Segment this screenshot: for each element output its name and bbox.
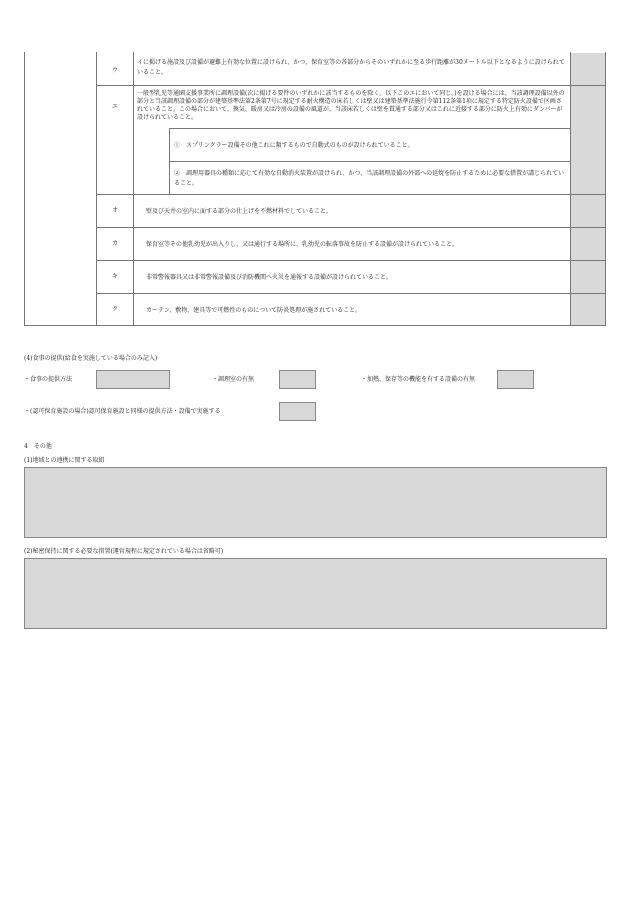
heating-label: ・加熱、保存等の機能を有する設備の有無 <box>361 376 476 383</box>
meal-method-field[interactable] <box>96 370 170 389</box>
row-text-e: 一般型乳児等通園支援事業所に調理設備(次に掲げる要件のいずれかに該当するものを除く。以下このエにおいて同じ。)を設ける場合には、当該調理設備以外の部分と当該調理設備の部分が建築基準法第2条第7号に規定する耐火構造の床若しくは壁又は建築基準法施行令第112条第1項に規定する特定防火設備で区画されていること。この場合において、換気、暖房又は冷房の設備の風道が、当該床若しくは壁を貫通する部分又はこれに近接する部分に防火上有効にダンパーが設けられていること。 <box>137 90 565 121</box>
confidentiality-field[interactable] <box>24 558 607 629</box>
community-field[interactable] <box>24 467 607 538</box>
row-mark-ka: カ <box>112 240 119 247</box>
row-mark-ku: ク <box>112 306 119 313</box>
confidentiality-label: (2)秘密保持に関する必要な措置(運営規程に規定されている場合は省略可) <box>24 548 224 555</box>
certified-field[interactable] <box>279 402 316 421</box>
row-mark-e: エ <box>112 103 119 110</box>
kitchen-field[interactable] <box>279 370 316 389</box>
row-mark-ki: キ <box>112 273 119 280</box>
row-text-ka: 保育室等その他乳幼児が出入りし、又は通行する場所に、乳幼児の転落事故を防止する設備が設けられていること。 <box>146 241 459 248</box>
meals-heading: (4)食事の提供(給食を実施している場合のみ記入) <box>24 355 158 362</box>
row-mark-u: ウ <box>112 67 119 74</box>
row-text-ku: カーテン、敷物、建具等で可燃性のものについて防炎処理が施されていること。 <box>146 307 362 314</box>
heating-field[interactable] <box>497 370 534 389</box>
kitchen-label: ・調理室の有無 <box>212 376 255 383</box>
other-heading: 4 その他 <box>24 443 52 450</box>
check-cell-ki[interactable] <box>571 261 605 293</box>
meal-method-label: ・食事の提供方法 <box>24 376 73 383</box>
community-label: (1)地域との連携に関する取組 <box>24 457 105 464</box>
row-sub-e-2: ② 調理用器具の種類に応じて有効な自動消火装置が設けられ、かつ、当該調理設備の外部への延焼を防止するために必要な措置が講じられていること。 <box>174 170 565 187</box>
check-cell-u[interactable] <box>571 53 605 85</box>
row-mark-o: オ <box>112 207 119 214</box>
row-text-ki: 非常警報器具又は非常警報設備及び消防機関へ火災を通報する設備が設けられていること。 <box>146 274 393 281</box>
row-text-o: 壁及び天井の室内に面する部分の仕上げを不燃材料でしていること。 <box>146 208 333 215</box>
check-cell-ka[interactable] <box>571 228 605 260</box>
check-cell-ku[interactable] <box>571 294 605 325</box>
check-cell-o[interactable] <box>571 195 605 227</box>
certified-label: ・(認可保育施設の場合)認可保育施設と同様の提供方法・設備で実施する <box>24 408 221 415</box>
row-text-u: イに掲げる施設及び設備が避難上有効な位置に設けられ、かつ、保育室等の各部分からそのいずれかに至る歩行距離が30メートル以下となるように設けられていること。 <box>137 59 565 76</box>
check-cell-e[interactable] <box>571 86 605 194</box>
row-sub-e-1: ① スプリンクラー設備その他これに類するもので自動式のものが設けられていること。 <box>174 142 414 149</box>
